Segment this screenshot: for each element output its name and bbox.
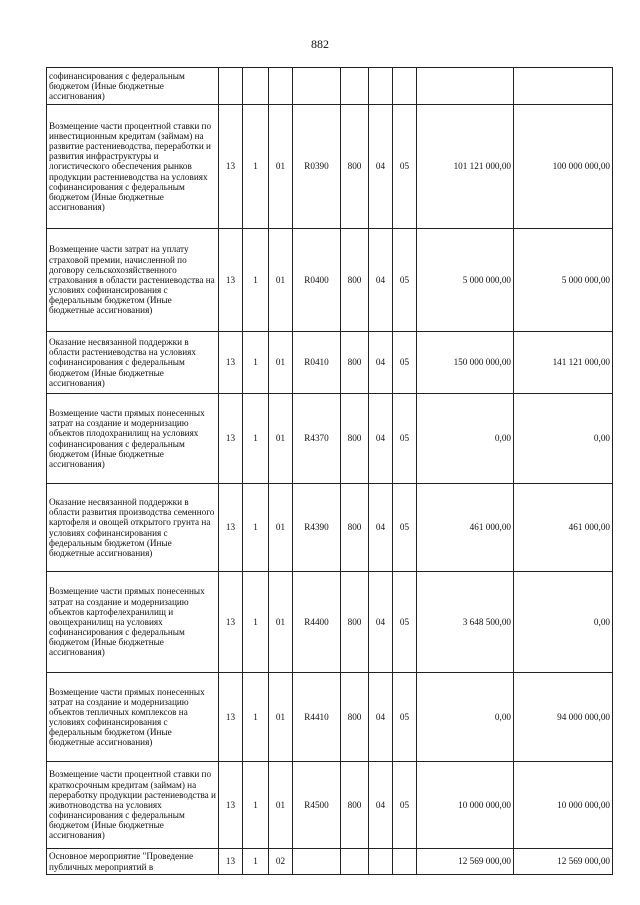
target-article-code: R4500 — [293, 762, 341, 849]
subsection-code: 05 — [393, 394, 417, 484]
amount-second: 12 569 000,00 — [514, 849, 613, 875]
table-row — [47, 762, 613, 849]
target-article-code: R4390 — [293, 484, 341, 572]
section-code — [369, 849, 393, 875]
subsection-code: 05 — [393, 484, 417, 572]
row-name: Возмещение части прямых понесенных затрат на создание и модернизацию объектов тепличных комплексов на условиях софинансирования с федеральным бюджетом (Иные бюджетные ассигнования) — [47, 673, 219, 762]
amount-first: 0,00 — [417, 673, 514, 762]
table-row — [47, 849, 613, 875]
event-code: 01 — [269, 105, 293, 229]
amount-second: 5 000 000,00 — [514, 229, 613, 332]
amount-first: 101 121 000,00 — [417, 105, 514, 229]
table-row — [47, 105, 613, 229]
subsection-code: 05 — [393, 673, 417, 762]
row-name: Оказание несвязанной поддержки в области развития производства семенного картофеля и овощей открытого грунта на условиях софинансирования с федеральным бюджетом (Иные бюджетные ассигнования) — [47, 484, 219, 572]
subsection-code — [393, 849, 417, 875]
target-article-code: R0400 — [293, 229, 341, 332]
subprogram-code: 1 — [243, 229, 269, 332]
event-code: 01 — [269, 762, 293, 849]
row-name: софинансирования с федеральным бюджетом (Иные бюджетные ассигнования) — [47, 68, 219, 105]
target-article-code: R4370 — [293, 394, 341, 484]
event-code: 01 — [269, 229, 293, 332]
event-code — [269, 68, 293, 105]
subprogram-code: 1 — [243, 332, 269, 394]
expense-type-code: 800 — [341, 484, 369, 572]
target-article-code — [293, 68, 341, 105]
expense-type-code: 800 — [341, 105, 369, 229]
amount-first: 5 000 000,00 — [417, 229, 514, 332]
subprogram-code: 1 — [243, 484, 269, 572]
event-code: 01 — [269, 332, 293, 394]
subprogram-code — [243, 68, 269, 105]
target-article-code: R4400 — [293, 572, 341, 673]
table-row — [47, 572, 613, 673]
table-row — [47, 229, 613, 332]
expense-type-code: 800 — [341, 673, 369, 762]
amount-first: 0,00 — [417, 394, 514, 484]
subprogram-code: 1 — [243, 762, 269, 849]
section-code: 04 — [369, 394, 393, 484]
program-code: 13 — [219, 332, 243, 394]
program-code: 13 — [219, 229, 243, 332]
program-code: 13 — [219, 762, 243, 849]
target-article-code: R0390 — [293, 105, 341, 229]
amount-second: 10 000 000,00 — [514, 762, 613, 849]
subsection-code: 05 — [393, 572, 417, 673]
row-name: Возмещение части прямых понесенных затрат на создание и модернизацию объектов картофелехранилищ и овощехранилищ на условиях софинансирования с федеральным бюджетом (Иные бюджетные ассигнования) — [47, 572, 219, 673]
section-code: 04 — [369, 673, 393, 762]
event-code: 01 — [269, 484, 293, 572]
row-name: Оказание несвязанной поддержки в области растениеводства на условиях софинансирования с федеральным бюджетом (Иные бюджетные ассигнования) — [47, 332, 219, 394]
subprogram-code: 1 — [243, 849, 269, 875]
amount-first: 3 648 500,00 — [417, 572, 514, 673]
table-row — [47, 332, 613, 394]
program-code: 13 — [219, 484, 243, 572]
expense-type-code: 800 — [341, 332, 369, 394]
row-name: Возмещение части затрат на уплату страховой премии, начисленной по договору сельскохозяйственного страхования в области растениеводства на условиях софинансирования с федеральным бюджетом (Иные бюджетные ассигнования) — [47, 229, 219, 332]
table-row — [47, 68, 613, 105]
section-code: 04 — [369, 484, 393, 572]
program-code: 13 — [219, 673, 243, 762]
expense-type-code: 800 — [341, 394, 369, 484]
expense-type-code: 800 — [341, 572, 369, 673]
amount-first: 12 569 000,00 — [417, 849, 514, 875]
program-code: 13 — [219, 105, 243, 229]
table-row — [47, 673, 613, 762]
section-code — [369, 68, 393, 105]
event-code: 01 — [269, 394, 293, 484]
page-number: 882 — [311, 37, 329, 51]
section-code: 04 — [369, 105, 393, 229]
amount-first: 150 000 000,00 — [417, 332, 514, 394]
target-article-code: R0410 — [293, 332, 341, 394]
section-code: 04 — [369, 229, 393, 332]
table-row — [47, 484, 613, 572]
subsection-code: 05 — [393, 332, 417, 394]
subprogram-code: 1 — [243, 572, 269, 673]
amount-second: 141 121 000,00 — [514, 332, 613, 394]
row-name: Возмещение части процентной ставки по инвестиционным кредитам (займам) на развитие растениеводства, переработки и развития инфраструктуры и логистического обеспечения рынков продукции растениеводства на условиях софинансирования с федеральным бюджетом (Иные бюджетные ассигнования) — [47, 105, 219, 229]
expense-type-code — [341, 849, 369, 875]
program-code: 13 — [219, 394, 243, 484]
budget-table — [46, 67, 613, 875]
amount-second — [514, 68, 613, 105]
row-name: Основное мероприятие "Проведение публичных мероприятий в — [47, 849, 219, 875]
amount-second: 94 000 000,00 — [514, 673, 613, 762]
program-code: 13 — [219, 572, 243, 673]
subsection-code — [393, 68, 417, 105]
amount-second: 100 000 000,00 — [514, 105, 613, 229]
event-code: 01 — [269, 572, 293, 673]
target-article-code: R4410 — [293, 673, 341, 762]
subprogram-code: 1 — [243, 673, 269, 762]
program-code: 13 — [219, 849, 243, 875]
row-name: Возмещение части процентной ставки по краткосрочным кредитам (займам) на переработку продукции растениеводства и животноводства на условиях софинансирования с федеральным бюджетом (Иные бюджетные ассигнования) — [47, 762, 219, 849]
amount-first: 10 000 000,00 — [417, 762, 514, 849]
table-row — [47, 394, 613, 484]
row-name: Возмещение части прямых понесенных затрат на создание и модернизацию объектов плодохранилищ на условиях софинансирования с федеральным бюджетом (Иные бюджетные ассигнования) — [47, 394, 219, 484]
expense-type-code: 800 — [341, 762, 369, 849]
event-code: 01 — [269, 673, 293, 762]
expense-type-code: 800 — [341, 229, 369, 332]
amount-first: 461 000,00 — [417, 484, 514, 572]
subsection-code: 05 — [393, 105, 417, 229]
amount-second: 0,00 — [514, 394, 613, 484]
section-code: 04 — [369, 332, 393, 394]
program-code — [219, 68, 243, 105]
subsection-code: 05 — [393, 229, 417, 332]
amount-second: 461 000,00 — [514, 484, 613, 572]
subprogram-code: 1 — [243, 105, 269, 229]
section-code: 04 — [369, 762, 393, 849]
section-code: 04 — [369, 572, 393, 673]
amount-second: 0,00 — [514, 572, 613, 673]
target-article-code — [293, 849, 341, 875]
subprogram-code: 1 — [243, 394, 269, 484]
expense-type-code — [341, 68, 369, 105]
amount-first — [417, 68, 514, 105]
subsection-code: 05 — [393, 762, 417, 849]
event-code: 02 — [269, 849, 293, 875]
